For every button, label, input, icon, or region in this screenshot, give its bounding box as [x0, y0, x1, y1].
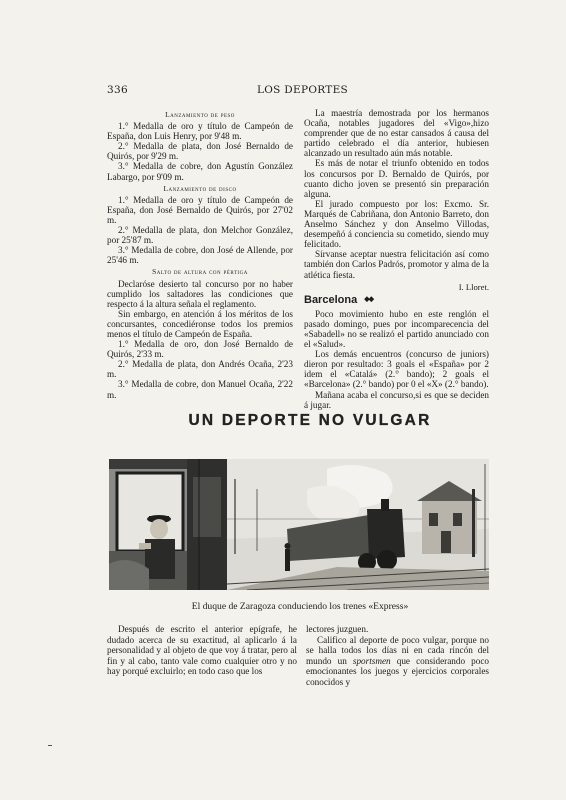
body-paragraph: El jurado compuesto por los: Excmo. Sr. Marqués de Cabriñana, don Antonio Barreto, don Anselmo Sánchez y don Anselmo Villodas, desempeñó á conciencia su cometido, siendo muy felicitado. [304, 198, 489, 250]
result-paragraph: 1.° Medalla de oro, don José Bernaldo de Quirós, 2'33 m. [107, 339, 293, 360]
text-run: Califico al deporte de poco vulgar, porque no se halla todos los días ni en cada rincón del mundo un [306, 634, 489, 666]
result-paragraph: 2.° Medalla de plata, don Melchor González, por 25'87 m. [107, 225, 293, 246]
result-paragraph: 3.° Medalla de cobre, don José de Allende, por 25'46 m. [107, 245, 293, 266]
bottom-right-column [306, 624, 489, 688]
page-number: 336 [107, 84, 128, 96]
express-train-photo [227, 459, 489, 590]
subheading-discus: Lanzamiento de disco [163, 183, 237, 193]
body-paragraph: Sírvanse aceptar nuestra felicitación así como también don Carlos Padrós, promotor y alma de la atlética fiesta. [304, 249, 489, 280]
body-paragraph: lectores juzguen. [306, 624, 369, 634]
body-paragraph: La maestría demostrada por los hermanos Ocaña, notables jugadores del «Vigo»,hizo comprender que de no estar cansados á causa del partido celebrado el día anterior, hubiesen alcanzado un resultado aún más notable. [304, 108, 489, 159]
engineer-cab-photo [109, 459, 227, 590]
result-paragraph: 1.° Medalla de oro y título de Campeón de España, don José Bernaldo de Quirós, por 27'02 m. [107, 194, 293, 225]
italic-term: sportsmen [352, 655, 391, 666]
bottom-left-column [107, 624, 297, 677]
right-column [304, 108, 489, 410]
result-paragraph: 2.° Medalla de plata, don José Bernaldo de Quirós, por 9'29 m. [107, 141, 293, 162]
left-column [107, 108, 293, 400]
result-paragraph: 3.° Medalla de cobre, don Agustín González Labargo, por 9'09 m. [107, 161, 293, 182]
result-paragraph: 2.° Medalla de plata, don Andrés Ocaña, 2'23 m. [107, 359, 293, 380]
body-paragraph: Sin embargo, en atención á los méritos de los concursantes, concediéronse todos los premios menos el título de Campeón de España. [107, 308, 293, 339]
photo-caption: El duque de Zaragoza conduciendo los trenes «Express» [191, 601, 409, 612]
result-paragraph: 1.° Medalla de oro y título de Campeón de España, don Luis Henry, por 9'48 m. [107, 121, 293, 142]
subheading-shot-put: Lanzamiento de peso [165, 110, 235, 119]
body-paragraph: Es más de notar el triunfo obtenido en todos los concursos por D. Bernaldo de Quirós, por cuanto dicho joven se presentó sin preparación alguna. [304, 158, 489, 199]
section-heading-text: Barcelona [304, 293, 358, 306]
author-signature: I. Lloret. [458, 281, 489, 292]
text-run: que considerando poco emocionantes los juegos y ejercicios corporales conocidos y [306, 655, 489, 687]
body-paragraph: Los demás encuentros (concurso de juniors) dieron por resultado: 3 goals el «España» por 2 idem el «Catalá» (2.° bando); 2 goals el «Barcelona» (2.° bando) por 0 el «X» (2.° bando). [304, 349, 489, 390]
body-paragraph: Poco movimiento hubo en este renglón el pasado domingo, pues por incomparecencia del «Sabadell» no se realizó el partido anunciado con el «Salud». [304, 308, 489, 350]
photo-pair [109, 459, 489, 590]
result-paragraph: 3.° Medalla de cobre, don Manuel Ocaña, 2'22 m. [107, 379, 293, 400]
page-header [107, 84, 467, 98]
body-paragraph: Después de escrito el anterior epígrafe, he dudado acerca de su exactitud, al aplicarlo á la personalidad y al objeto de que voy á tratar, pero al fin y al cabo, tanto vale como cualquier otro y no hay porqué excluirlo; en todo caso que los [107, 624, 297, 677]
body-paragraph: Mañana acaba el concurso,si es que se deciden á jugar. [304, 389, 489, 410]
body-paragraph [306, 635, 489, 688]
diamond-ornament-icon: ◆◆ [364, 295, 373, 303]
margin-mark [48, 745, 52, 746]
body-paragraph: Declaróse desierto tal concurso por no haber cumplido los saltadores las condiciones que respecto á la altura señala el reglamento. [107, 278, 293, 309]
running-title: LOS DEPORTES [257, 84, 349, 96]
section-heading-barcelona [304, 295, 489, 305]
subheading-pole-vault: Salto de altura con pértiga [152, 267, 248, 277]
article-banner-title: UN DEPORTE NO VULGAR [188, 412, 432, 429]
